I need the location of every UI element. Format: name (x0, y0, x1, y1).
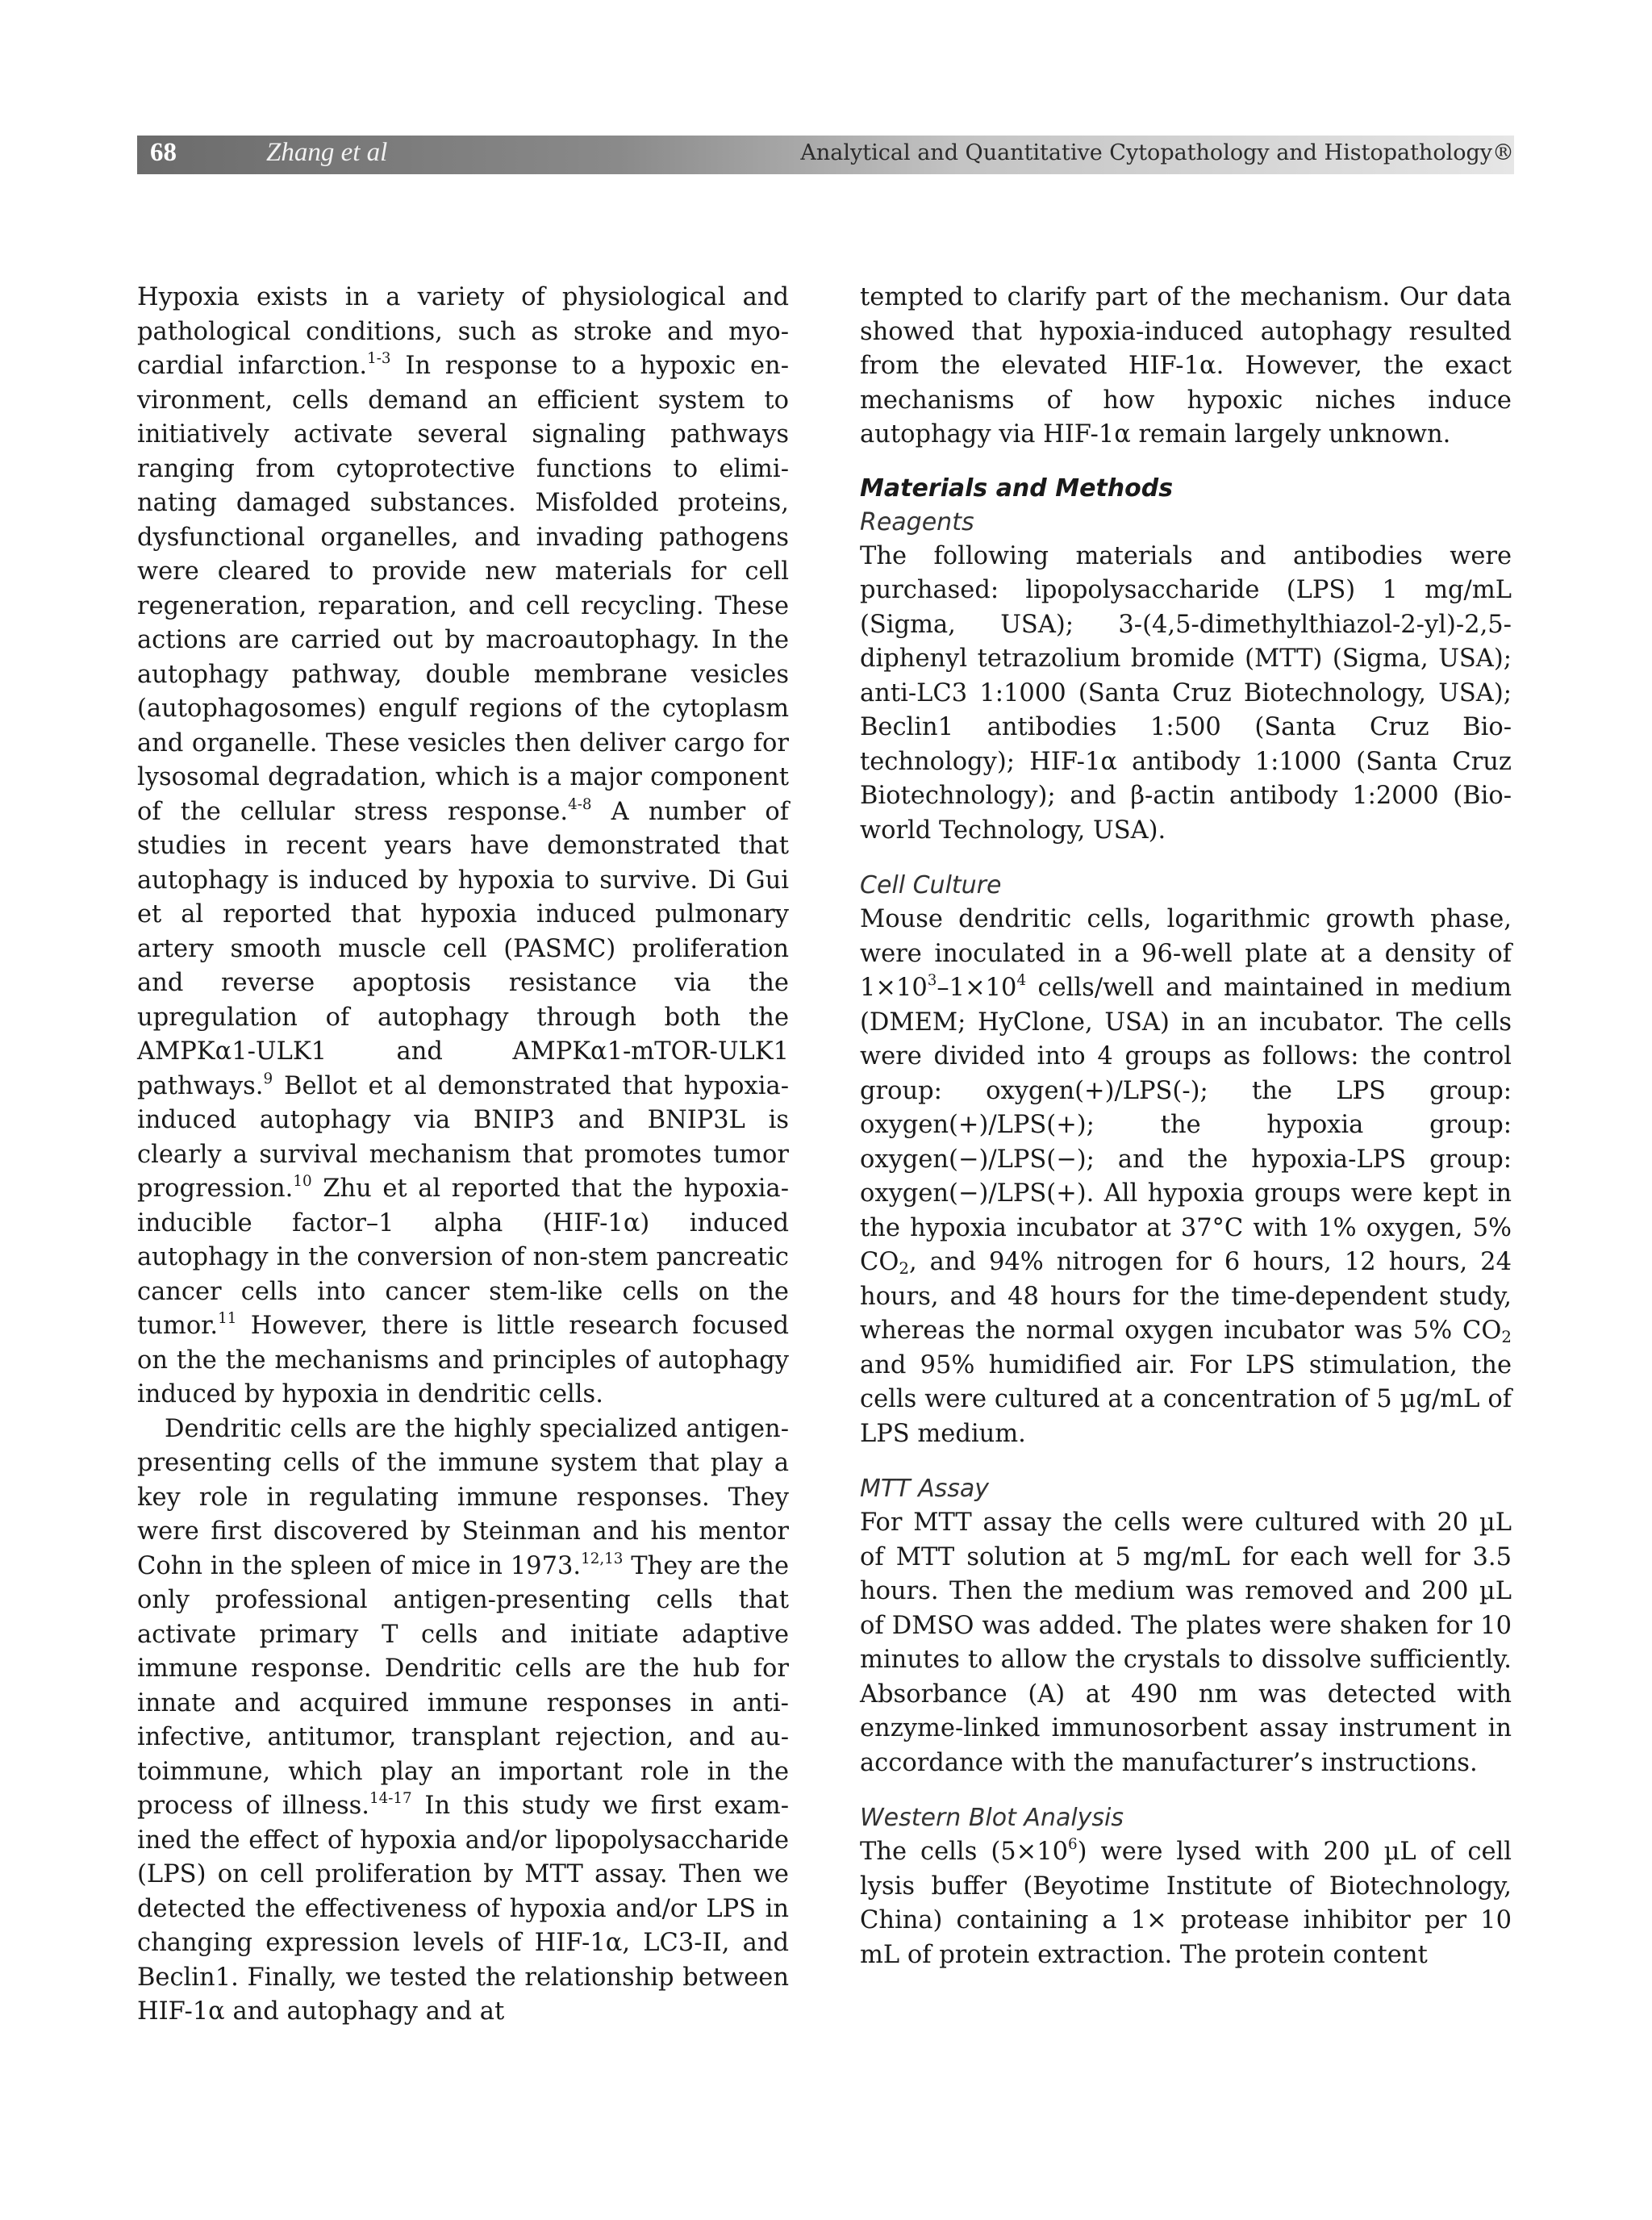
left-column (137, 281, 789, 2030)
citation: 10 (293, 1173, 312, 1191)
western-blot-heading: Western Blot Analysis (860, 1804, 1124, 1832)
intro-continuation: tempted to clarify part of the mechanism. Our data showed that hypoxia-induced autophagy resulted from the elevated HIF-1α. However, the exact mechanisms of how hypoxic niches induce autophagy via HIF-1α remain largely unknown. (860, 283, 1512, 449)
citation: 9 (263, 1070, 273, 1087)
exponent: 4 (1016, 972, 1027, 990)
subscript: 2 (899, 1258, 909, 1278)
cell-culture-paragraph: Mouse dendritic cells, logarithmic growth phase, were inoculated in a 96-well plate at a density of $1\times 10^3-1\times 10^4$ cells/well and maintained in medium (DMEM; HyClone, USA) in an incubator. The cells were divided into 4 groups as follows: the control group: oxygen(+)/LPS(-); the LPS group: oxygen(+)/LPS(+); the hypoxia group: oxygen(−)/LPS(−); and the hypoxia-LPS group: oxygen(−)/LPS(+). All hypoxia groups were kept in the hypoxia incubator at 37°C with 1% oxygen, 5% $CO_2$, and 94% nitrogen for 6 hours, 12 hours, 24 hours, and 48 hours for the time-dependent study, whereas the normal oxygen incubator was 5% $CO_2$ and 95% humidified air. For LPS stimulation, the cells were cultured at a concentration of 5 µg/mL of LPS medium. (860, 905, 1512, 1448)
cell-culture-heading: Cell Culture (860, 871, 1002, 899)
intro-paragraph-2: Dendritic cells are the highly specialized antigen-presenting cells of the immune system that play a key role in regulating immune responses. They were first discovered by Steinman and his mentor Cohn in the spleen of mice in 1973.$^{12,13}$ They are the only professional antigen-presenting cells that activate primary T cells and initiate adaptive immune response. Dendritic cells are the hub for innate and acquired immune responses in anti-infective, antitumor, transplant rejection, and autoimmune, which play an important role in the process of illness.$^{14-17}$ In this study we first examined the effect of hypoxia and/or lipopolysaccharide (LPS) on cell proliferation by MTT assay. Then we detected the effectiveness of hypoxia and/or LPS in changing expression levels of HIF-1α, LC3-II, and Beclin1. Finally, we tested the relationship between HIF-1α and autophagy and at (137, 1414, 789, 2026)
citation: 11 (218, 1310, 237, 1328)
reagents-heading: Reagents (860, 507, 974, 536)
western-blot-paragraph: The cells $(5\times 10^6)$ were lysed with 200 µL of cell lysis buffer (Beyotime Institute of Biotechnology, China) containing a 1× protease inhibitor per 10 mL of protein extraction. The protein content (860, 1836, 1512, 1969)
journal-title: Analytical and Quantitative Cytopathology and Histopathology® (800, 140, 1514, 165)
running-author: Zhang et al (266, 138, 388, 167)
intro-paragraph-1: Hypoxia exists in a variety of physiological and pathological conditions, such as stroke and myocardial infarction.$^{1-3}$ In response to a hypoxic environment, cells demand an efficient system to initiatively activate several signaling pathways ranging from cytoprotective functions to eliminating damaged substances. Misfolded proteins, dysfunctional organelles, and invading pathogens were cleared to provide new materials for cell regeneration, reparation, and cell recycling. These actions are carried out by macroautophagy. In the autophagy pathway, double membrane vesicles (autophagosomes) engulf regions of the cytoplasm and organelle. These vesicles then deliver cargo for lysosomal degradation, which is a major component of the cellular stress response.$^{4-8}$ A number of studies in recent years have demonstrated that autophagy is induced by hypoxia to survive. Di Gui et al reported that hypoxia induced pulmonary artery smooth muscle cell (PASMC) proliferation and reverse apoptosis resistance via the upregulation of autophagy through both the AMPKα1-ULK1 and AMPKα1-mTOR-ULK1 pathways.$^9$ Bellot et al demonstrated that hypoxia-induced autophagy via BNIP3 and BNIP3L is clearly a survival mechanism that promotes tumor progression.$^{10}$ Zhu et al reported that the hypoxia-inducible factor–1 alpha (HIF-1α) induced autophagy in the conversion of non-stem pancreatic cancer cells into cancer stem-like cells on the tumor.$^{11}$ However, there is little research focused on the the mechanisms and principles of autophagy induced by hypoxia in dendritic cells. (137, 283, 789, 1408)
citation: 4-8 (568, 795, 592, 813)
subscript: 2 (1501, 1327, 1512, 1346)
materials-methods-heading: Materials and Methods (860, 474, 1174, 503)
right-column (860, 281, 1512, 1972)
reagents-paragraph: The following materials and antibodies were purchased: lipopolysaccharide (LPS) 1 mg/mL (Sigma, USA); 3-(4,5-dimethylthiazol-2-yl)-2,5-diphenyl tetrazolium bromide (MTT) (Sigma, USA); anti-LC3 1:1000 (Santa Cruz Biotechnology, USA); Beclin1 antibodies 1:500 (Santa Cruz Biotechnology); HIF-1α antibody 1:1000 (Santa Cruz Biotechnology); and β-actin antibody 1:2000 (Bioworld Technology, USA). (860, 541, 1512, 845)
exponent: 3 (927, 972, 937, 990)
page-number: 68 (150, 138, 177, 167)
citation: 14-17 (369, 1790, 412, 1808)
mtt-assay-paragraph: For MTT assay the cells were cultured with 20 µL of MTT solution at 5 mg/mL for each well for 3.5 hours. Then the medium was removed and 200 µL of DMSO was added. The plates were shaken for 10 minutes to allow the crystals to dissolve sufficiently. Absorbance (A) at 490 nm was detected with enzyme-linked immunosorbent assay instrument in accordance with the manufacturer’s instructions. (860, 1509, 1512, 1777)
citation: 12,13 (581, 1550, 624, 1567)
exponent: 6 (1068, 1836, 1078, 1854)
mtt-assay-heading: MTT Assay (860, 1475, 989, 1503)
citation: 1-3 (367, 350, 391, 368)
